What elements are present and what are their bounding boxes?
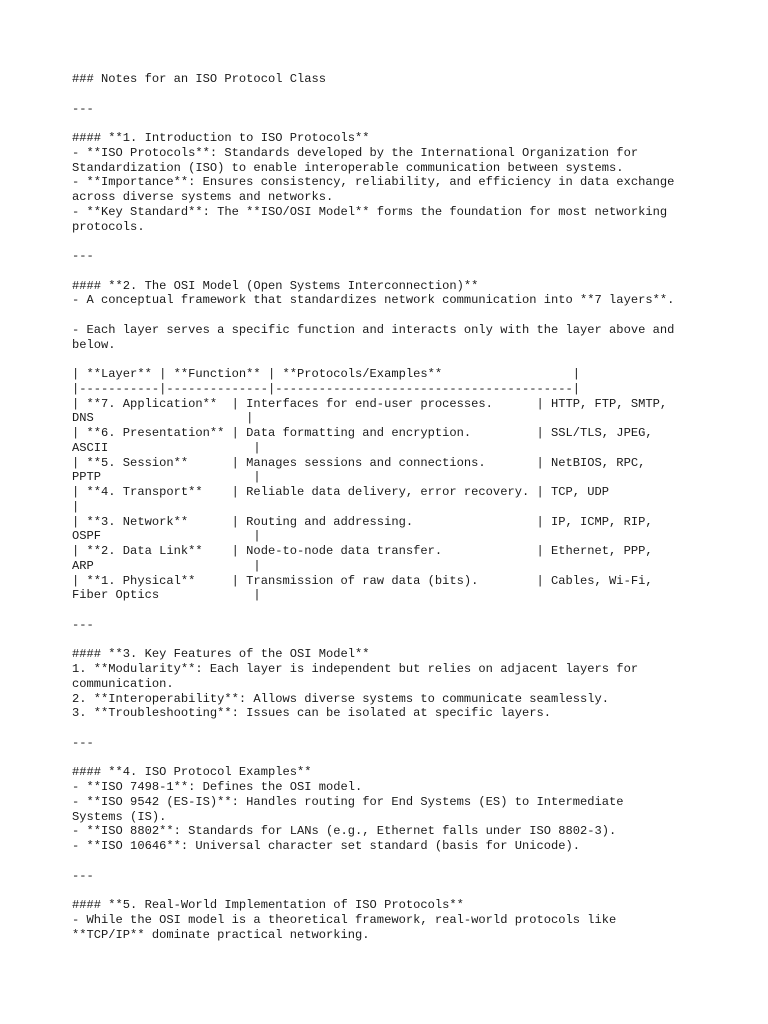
document-line	[72, 116, 732, 131]
document-line	[72, 633, 732, 648]
document-line: |	[72, 499, 80, 514]
document-line: Standardization (ISO) to enable interoperable communication between systems.	[72, 160, 624, 175]
document-line: - **ISO 8802**: Standards for LANs (e.g., Ethernet falls under ISO 8802-3).	[72, 824, 617, 839]
document-line: below.	[72, 337, 116, 352]
document-line: | **6. Presentation** | Data formatting and encryption. | SSL/TLS, JPEG,	[72, 426, 653, 440]
document-line: across diverse systems and networks.	[72, 190, 334, 204]
document-line: #### **5. Real-World Implementation of ISO Protocols**	[72, 898, 464, 912]
document-line	[72, 854, 732, 869]
document-line: #### **3. Key Features of the OSI Model**	[72, 647, 370, 662]
document-line: 2. **Interoperability**: Allows diverse systems to communicate seamlessly.	[72, 691, 610, 706]
document-line: - Each layer serves a specific function and interacts only with the layer above and	[72, 322, 675, 337]
document-line: | **2. Data Link** | Node-to-node data transfer. | Ethernet, PPP,	[72, 544, 653, 558]
document-line: #### **1. Introduction to ISO Protocols**	[72, 131, 370, 145]
document-line: | **3. Network** | Routing and addressing. | IP, ICMP, RIP,	[72, 514, 653, 529]
document-line: - **ISO 10646**: Universal character set standard (basis for Unicode).	[72, 839, 581, 853]
document-line: - While the OSI model is a theoretical framework, real-world protocols like	[72, 912, 617, 927]
document-line: protocols.	[72, 219, 145, 234]
document-line: ---	[72, 617, 94, 632]
document-line	[72, 721, 732, 736]
document-line: **TCP/IP** dominate practical networking.	[72, 927, 370, 942]
document-line	[72, 87, 732, 102]
document-line	[72, 883, 732, 898]
document-line: ---	[72, 868, 94, 883]
document-line: - **ISO Protocols**: Standards developed by the International Organization for	[72, 145, 639, 160]
document-line: | **Layer** | **Function** | **Protocols/Examples** |	[72, 367, 581, 381]
document-line: ---	[72, 249, 94, 263]
document-line: ---	[72, 735, 94, 750]
document-line: 1. **Modularity**: Each layer is independent but relies on adjacent layers for	[72, 662, 639, 676]
document-line: ---	[72, 101, 94, 116]
document-line: ARP |	[72, 558, 261, 573]
document-line	[72, 308, 732, 323]
document-line: OSPF |	[72, 529, 261, 544]
document-line: #### **4. ISO Protocol Examples**	[72, 765, 312, 780]
document-line: - **ISO 7498-1**: Defines the OSI model.	[72, 780, 363, 794]
document-line: communication.	[72, 676, 174, 691]
document-line: ### Notes for an ISO Protocol Class	[72, 72, 327, 86]
document-line: Fiber Optics |	[72, 588, 261, 603]
document-line: PPTP |	[72, 470, 261, 485]
document-line: Systems (IS).	[72, 809, 167, 824]
document-line	[72, 352, 732, 367]
document-page	[72, 72, 732, 942]
document-line: | **7. Application** | Interfaces for end-user processes. | HTTP, FTP, SMTP,	[72, 396, 668, 411]
document-line	[72, 234, 732, 249]
document-line: ASCII |	[72, 440, 261, 455]
document-line: |-----------|--------------|-----------------------------------------|	[72, 381, 581, 396]
document-line: - **ISO 9542 (ES-IS)**: Handles routing for End Systems (ES) to Intermediate	[72, 794, 624, 809]
document-line: | **1. Physical** | Transmission of raw data (bits). | Cables, Wi-Fi,	[72, 573, 653, 588]
document-line	[72, 751, 732, 766]
document-line: 3. **Troubleshooting**: Issues can be isolated at specific layers.	[72, 706, 551, 721]
document-line: DNS |	[72, 411, 254, 426]
document-line: - **Importance**: Ensures consistency, reliability, and efficiency in data exchange	[72, 175, 675, 190]
document-line: - **Key Standard**: The **ISO/OSI Model** forms the foundation for most networking	[72, 204, 668, 219]
document-line: | **5. Session** | Manages sessions and connections. | NetBIOS, RPC,	[72, 455, 646, 470]
document-line: #### **2. The OSI Model (Open Systems Interconnection)**	[72, 278, 479, 293]
document-line	[72, 264, 732, 279]
document-line: | **4. Transport** | Reliable data delivery, error recovery. | TCP, UDP	[72, 485, 610, 499]
document-line: - A conceptual framework that standardizes network communication into **7 layers**.	[72, 293, 675, 308]
document-line	[72, 603, 732, 618]
